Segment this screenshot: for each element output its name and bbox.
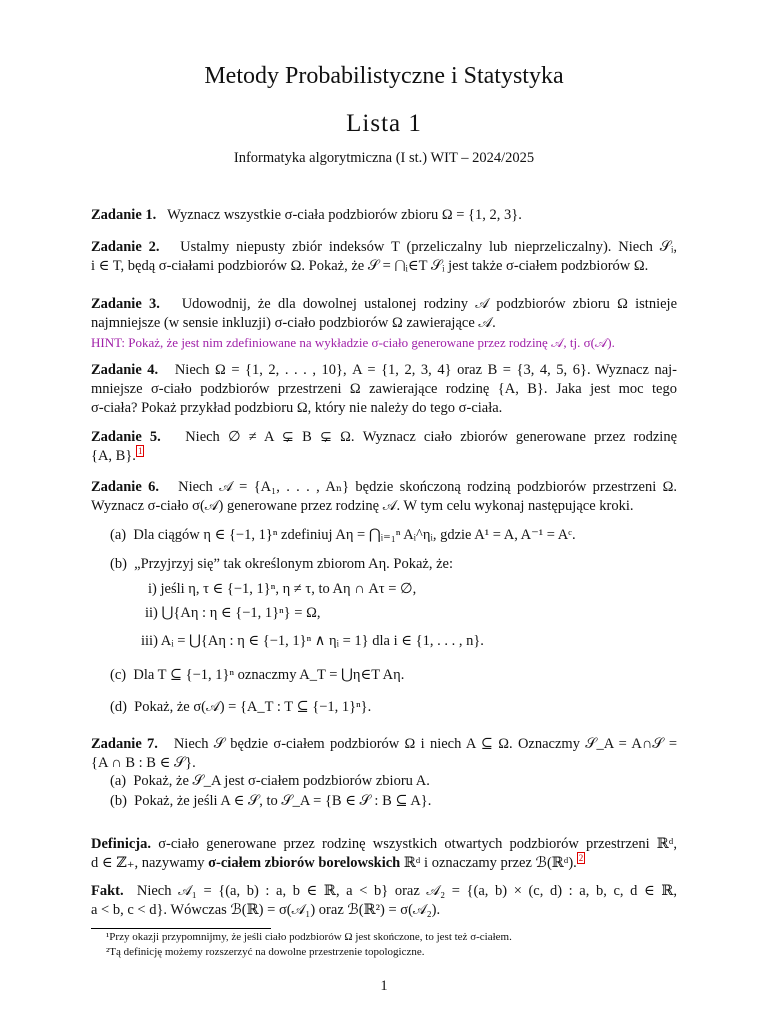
task-5	[91, 428, 677, 466]
task-6-c-label: (c)	[110, 667, 127, 683]
task-5-line2: {A, B}.	[91, 448, 136, 464]
task-7-line1: Niech 𝒮 będzie σ-ciałem podzbiorów Ω i niech A ⊆ Ω. Oznaczmy 𝒮_A = A∩𝒮 =	[173, 736, 677, 752]
task-7-a-text: Pokaż, że 𝒮_A jest σ-ciałem podzbiorów zbioru A.	[133, 773, 430, 789]
task-6-a-label: (a)	[110, 527, 127, 543]
task-2-label: Zadanie 2.	[91, 239, 160, 255]
document-title: Metody Probabilistyczne i Statystyka	[204, 63, 564, 89]
definition-term: σ-ciałem zbiorów borelowskich	[208, 855, 401, 871]
task-7-b-label: (b)	[110, 793, 127, 809]
task-2-line2: i ∈ T, będą σ-ciałami podzbiorów Ω. Pokaż, że 𝒮 = ⋂ᵢ∈T 𝒮ᵢ jest także σ-ciałem podzbiorów Ω.	[91, 258, 649, 274]
task-7-label: Zadanie 7.	[91, 736, 158, 752]
task-6-b	[110, 556, 453, 573]
task-4-line2: mniejsze σ-ciało podzbiorów przestrzeni Ω zawierające rodzinę {A, B}. Jaka jest moc tego	[91, 381, 677, 397]
task-6-line1: Niech 𝒜 = {A₁, . . . , Aₙ} będzie skończoną rodziną podzbiorów przestrzeni Ω.	[178, 479, 678, 495]
task-6-c	[110, 667, 404, 684]
task-4-line1: Niech Ω = {1, 2, . . . , 10}, A = {1, 2, 3, 4} oraz B = {3, 4, 5, 6}. Wyznacz naj-	[174, 362, 677, 378]
task-2	[91, 238, 677, 276]
task-3-line1: Udowodnij, że dla dowolnej ustalonej rodziny 𝒜 podzbiorów zbioru Ω istnieje	[181, 296, 678, 312]
task-7-b	[110, 793, 431, 810]
task-3-hint: HINT: Pokaż, że jest nim zdefiniowane na wykładzie σ-ciało generowane przez rodzinę 𝒜, tj. σ(𝒜).	[91, 335, 615, 350]
footnote-link-2[interactable]: 2	[578, 853, 584, 864]
task-6-label: Zadanie 6.	[91, 479, 160, 495]
task-6-line2: Wyznacz σ-ciało σ(𝒜) generowane przez rodzinę 𝒜. W tym celu wykonaj następujące kroki.	[91, 498, 634, 514]
definition-label: Definicja.	[91, 836, 151, 852]
task-1-text: Wyznacz wszystkie σ-ciała podzbiorów zbioru Ω = {1, 2, 3}.	[167, 207, 522, 223]
task-2-line1: Ustalmy niepusty zbiór indeksów T (przeliczalny lub nieprzeliczalny). Niech 𝒮ᵢ,	[180, 239, 678, 255]
task-7-a-label: (a)	[110, 773, 127, 789]
task-6-a	[110, 527, 576, 544]
task-4	[91, 361, 677, 418]
task-1	[91, 206, 677, 225]
task-6-b-text: „Przyjrzyj się” tak określonym zbiorom Aη. Pokaż, że:	[134, 556, 454, 572]
task-4-label: Zadanie 4.	[91, 362, 159, 378]
task-6-d	[110, 699, 371, 716]
footnote-1: ¹Przy okazji przypomnijmy, że jeśli ciało podzbiorów Ω jest skończone, to jest też σ-ciałem.	[106, 931, 512, 943]
task-3-line2: najmniejsze (w sensie inkluzji) σ-ciało podzbiorów Ω zawierające 𝒜.	[91, 315, 496, 331]
task-6-b-iii: iii) Aᵢ = ⋃{Aη : η ∈ {−1, 1}ⁿ ∧ ηᵢ = 1} dla i ∈ {1, . . . , n}.	[141, 633, 484, 649]
definition-line1: σ-ciało generowane przez rodzinę wszystkich otwartych podzbiorów przestrzeni ℝᵈ,	[158, 836, 677, 852]
footnote-divider	[91, 928, 271, 929]
course-info: Informatyka algorytmiczna (I st.) WIT – 2024/2025	[233, 150, 535, 166]
task-3	[91, 295, 677, 352]
task-6-b-ii: ii) ⋃{Aη : η ∈ {−1, 1}ⁿ} = Ω,	[145, 605, 321, 621]
task-6-b-label: (b)	[110, 556, 127, 572]
fact-label: Fakt.	[91, 883, 124, 899]
task-6-c-text: Dla T ⊆ {−1, 1}ⁿ oznaczmy A_T = ⋃η∈T Aη.	[133, 667, 405, 683]
list-subtitle: Lista 1	[346, 110, 422, 137]
page-number: 1	[380, 978, 388, 994]
definition-block	[91, 835, 677, 873]
footnote-link-1[interactable]: 1	[137, 446, 143, 457]
footnote-2: ²Tą definicję możemy rozszerzyć na dowolne przestrzenie topologiczne.	[106, 946, 425, 958]
task-7-b-text: Pokaż, że jeśli A ∈ 𝒮, to 𝒮_A = {B ∈ 𝒮 : B ⊆ A}.	[134, 793, 432, 809]
task-3-label: Zadanie 3.	[91, 296, 160, 312]
task-6-b-i: i) jeśli η, τ ∈ {−1, 1}ⁿ, η ≠ τ, to Aη ∩ Aτ = ∅,	[148, 581, 417, 597]
task-7	[91, 735, 677, 773]
task-5-label: Zadanie 5.	[91, 429, 161, 445]
task-7-a	[110, 773, 430, 790]
task-5-line1: Niech ∅ ≠ A ⊊ B ⊊ Ω. Wyznacz ciało zbiorów generowane przez rodzinę	[185, 429, 678, 445]
task-6-a-text: Dla ciągów η ∈ {−1, 1}ⁿ zdefiniuj Aη = ⋂ᵢ₌₁ⁿ Aᵢ^ηᵢ, gdzie A¹ = A, A⁻¹ = Aᶜ.	[133, 527, 576, 543]
fact-line2: a < b, c < d}. Wówczas ℬ(ℝ) = σ(𝒜₁) oraz ℬ(ℝ²) = σ(𝒜₂).	[91, 902, 441, 918]
definition-line2-post: ℝᵈ i oznaczamy przez ℬ(ℝᵈ).	[400, 855, 577, 871]
task-6-d-text: Pokaż, że σ(𝒜) = {A_T : T ⊆ {−1, 1}ⁿ}.	[134, 699, 372, 715]
fact-block	[91, 882, 677, 920]
task-7-line2: {A ∩ B : B ∈ 𝒮}.	[91, 755, 196, 771]
task-6	[91, 478, 677, 516]
fact-line1: Niech 𝒜₁ = {(a, b) : a, b ∈ ℝ, a < b} oraz 𝒜₂ = {(a, b) × (c, d) : a, b, c, d ∈ ℝ,	[136, 883, 677, 899]
task-6-d-label: (d)	[110, 699, 127, 715]
task-1-label: Zadanie 1.	[91, 207, 157, 223]
task-4-line3: σ-ciała? Pokaż przykład podzbioru Ω, który nie należy do tego σ-ciała.	[91, 400, 503, 416]
definition-line2-pre: d ∈ ℤ₊, nazywamy	[91, 855, 209, 871]
